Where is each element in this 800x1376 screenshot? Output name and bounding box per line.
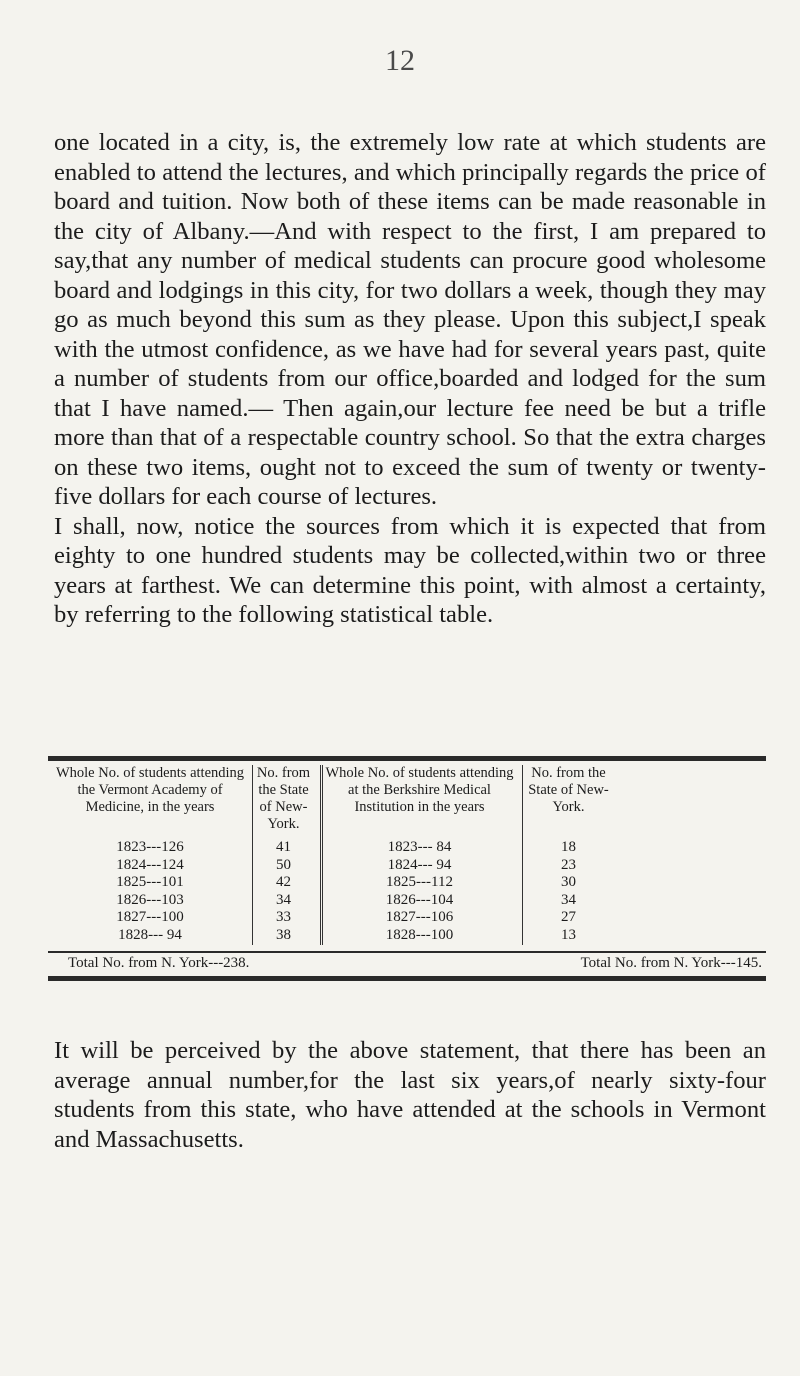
total-berkshire: Total No. from N. York---145. <box>580 954 762 971</box>
berkshire-ny-header: No. from the State of New-York. <box>528 765 609 815</box>
table-cell: 38 <box>276 926 291 943</box>
table-cell: 13 <box>561 926 576 943</box>
table-cell: 1825---101 <box>116 874 184 891</box>
total-vermont: Total No. from N. York---238. <box>68 954 250 971</box>
table-cell: 34 <box>561 891 576 908</box>
table-cell: 1823---126 <box>116 839 184 855</box>
vermont-ny-header: No. from the State of New-York. <box>256 765 311 832</box>
table-bottom-rule <box>48 976 766 981</box>
table-cell: 1824---124 <box>116 856 184 873</box>
table-cell: 50 <box>276 856 291 873</box>
body-text <box>54 128 766 630</box>
table-cell: 18 <box>561 839 576 855</box>
vermont-ny-column <box>252 765 314 945</box>
table-cell: 30 <box>561 874 576 891</box>
table-cell: 1827---100 <box>116 909 184 926</box>
table-cell: 1823--- 84 <box>387 839 452 855</box>
paragraph-3: It will be perceived by the above statement, that there has been an average annual number,for the last six years,of nearly sixty-four students from this state, who have attended at the schools in Vermont and Massachusetts. <box>54 1037 766 1153</box>
vermont-header: Whole No. of students attending the Vermont Academy of Medicine, in the years <box>55 765 245 815</box>
table-cell: 1826---104 <box>385 891 454 908</box>
paragraph-2: I shall, now, notice the sources from which it is expected that from eighty to one hundred students may be collected,within two or three years at farthest. We can determine this point, with almost a certainty, by referring to the following statistical table. <box>54 512 766 628</box>
berkshire-ny-column <box>522 765 614 945</box>
table-cell: 1825---112 <box>386 874 453 891</box>
vermont-column <box>48 765 252 945</box>
table-cell: 41 <box>276 839 291 855</box>
page-number: 12 <box>385 44 415 77</box>
statistical-table <box>48 756 766 981</box>
table-totals <box>48 953 766 976</box>
table-cell: 1828--- 94 <box>118 926 182 943</box>
table-cell: 33 <box>276 909 291 926</box>
table-cell: 1826---103 <box>116 891 184 908</box>
table-cell: 1827---106 <box>385 909 454 926</box>
berkshire-column <box>320 765 516 945</box>
table-cell: 23 <box>561 856 576 873</box>
table-cell: 42 <box>276 874 291 891</box>
table-cell: 34 <box>276 891 291 908</box>
table-cell: 27 <box>561 909 576 926</box>
table-cell: 1828---100 <box>385 926 454 943</box>
paragraph-1: one located in a city, is, the extremely low rate at which students are enabled to attend the lectures, and which principally regards the price of board and tuition. Now both of these items can be made reasonable in the city of Albany.—And with respect to the first, I am prepared to say,that any number of medical students can procure good wholesome board and lodgings in this city, for two dollars a week, though they may go as much beyond this sum as they please. Upon this subject,I speak with the utmost confidence, as we have had for several years past, quite a number of students from our office,boarded and lodged for the sum that I have named.— Then again,our lecture fee need be but a trifle more than that of a respectable country school. So that the extra charges on these two items, ought not to exceed the sum of twenty or twenty-five dollars for each course of lectures. <box>54 129 766 510</box>
berkshire-header: Whole No. of students attending at the Berkshire Medical Institution in the years <box>325 765 514 815</box>
table-cell: 1824--- 94 <box>387 856 452 873</box>
